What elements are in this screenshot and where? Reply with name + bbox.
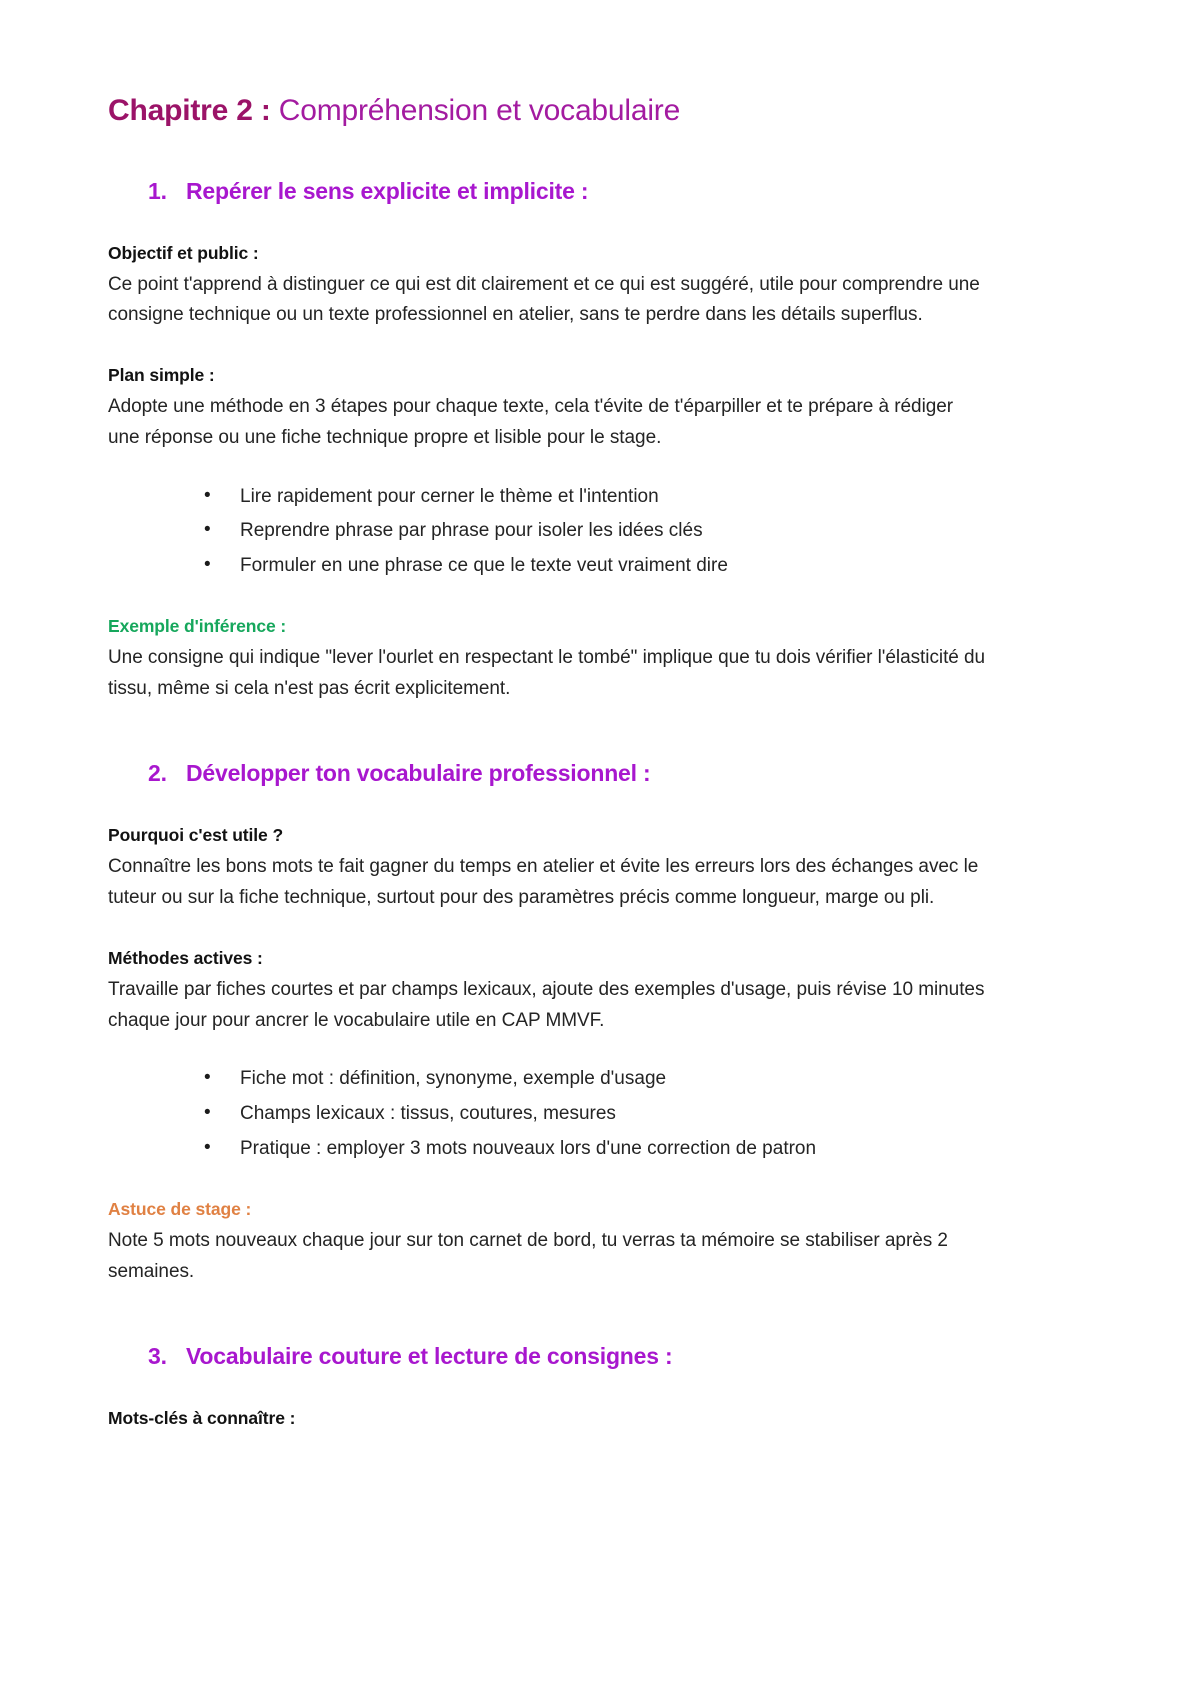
paragraph-pourquoi-cest-utile: Connaître les bons mots te fait gagner du temps en atelier et évite les erreurs lors des échanges avec le tuteur ou sur la fiche technique, surtout pour des paramètres précis comme longueur, marge ou pli. <box>108 856 979 909</box>
section-number-1: 1. <box>148 177 167 204</box>
block-pourquoi-cest-utile <box>108 825 1092 914</box>
bullet-list-plan-simple <box>108 482 1092 582</box>
bullet-list-methodes-actives <box>108 1064 1092 1164</box>
section-heading-2 <box>108 760 1092 787</box>
section-heading-3 <box>108 1343 1092 1370</box>
section-number-3: 3. <box>148 1343 167 1370</box>
block-astuce-de-stage <box>108 1199 1092 1288</box>
page-title <box>108 92 1092 130</box>
list-item: • Reprendre phrase par phrase pour isoler les idées clés <box>204 516 1092 547</box>
section-title-1: Repérer le sens explicite et implicite : <box>186 177 589 204</box>
list-item: • Formuler en une phrase ce que le texte veut vraiment dire <box>204 551 1092 582</box>
page-title-rest: Compréhension et vocabulaire <box>278 94 681 127</box>
sub-label-pourquoi-cest-utile: Pourquoi c'est utile ? <box>108 825 284 846</box>
section-1 <box>108 178 1092 705</box>
sub-label-mots-cles-a-connaitre: Mots-clés à connaître : <box>108 1408 296 1429</box>
sub-label-methodes-actives: Méthodes actives : <box>108 947 263 968</box>
section-number-2: 2. <box>148 760 167 787</box>
block-plan-simple <box>108 365 1092 582</box>
paragraph-objectif-et-public: Ce point t'apprend à distinguer ce qui est dit clairement et ce qui est suggéré, utile pour comprendre une consigne technique ou un texte professionnel en atelier, sans te perdre dans les détails superflus. <box>108 273 980 326</box>
block-objectif-et-public <box>108 243 1092 332</box>
block-exemple-inference <box>108 616 1092 705</box>
section-title-3: Vocabulaire couture et lecture de consignes : <box>186 1343 673 1370</box>
paragraph-exemple-inference: Une consigne qui indique "lever l'ourlet en respectant le tombé" implique que tu dois vérifier l'élasticité du tissu, même si cela n'est pas écrit explicitement. <box>108 646 986 699</box>
section-heading-1 <box>108 178 1092 205</box>
section-title-2: Développer ton vocabulaire professionnel : <box>186 760 651 787</box>
sub-label-plan-simple: Plan simple : <box>108 365 215 386</box>
paragraph-astuce-de-stage: Note 5 mots nouveaux chaque jour sur ton carnet de bord, tu verras ta mémoire se stabiliser après 2 semaines. <box>108 1229 948 1282</box>
sub-label-objectif-et-public: Objectif et public : <box>108 242 259 263</box>
section-2 <box>108 760 1092 1287</box>
paragraph-plan-simple: Adopte une méthode en 3 étapes pour chaque texte, cela t'évite de t'éparpiller et te prépare à rédiger une réponse ou une fiche technique propre et lisible pour le stage. <box>108 396 954 448</box>
list-item: • Fiche mot : définition, synonyme, exemple d'usage <box>204 1064 1092 1095</box>
page-title-lead: Chapitre 2 : <box>108 94 271 127</box>
list-item: • Pratique : employer 3 mots nouveaux lors d'une correction de patron <box>204 1134 1092 1165</box>
section-3 <box>108 1343 1092 1429</box>
block-methodes-actives <box>108 948 1092 1165</box>
list-item: • Champs lexicaux : tissus, coutures, mesures <box>204 1099 1092 1130</box>
sub-label-astuce-de-stage: Astuce de stage : <box>108 1198 252 1219</box>
list-item: • Lire rapidement pour cerner le thème et l'intention <box>204 482 1092 513</box>
sub-label-exemple-inference: Exemple d'inférence : <box>108 615 287 636</box>
paragraph-methodes-actives: Travaille par fiches courtes et par champs lexicaux, ajoute des exemples d'usage, puis révise 10 minutes chaque jour pour ancrer le vocabulaire utile en CAP MMVF. <box>108 978 985 1031</box>
block-mots-cles-a-connaitre <box>108 1408 1092 1429</box>
